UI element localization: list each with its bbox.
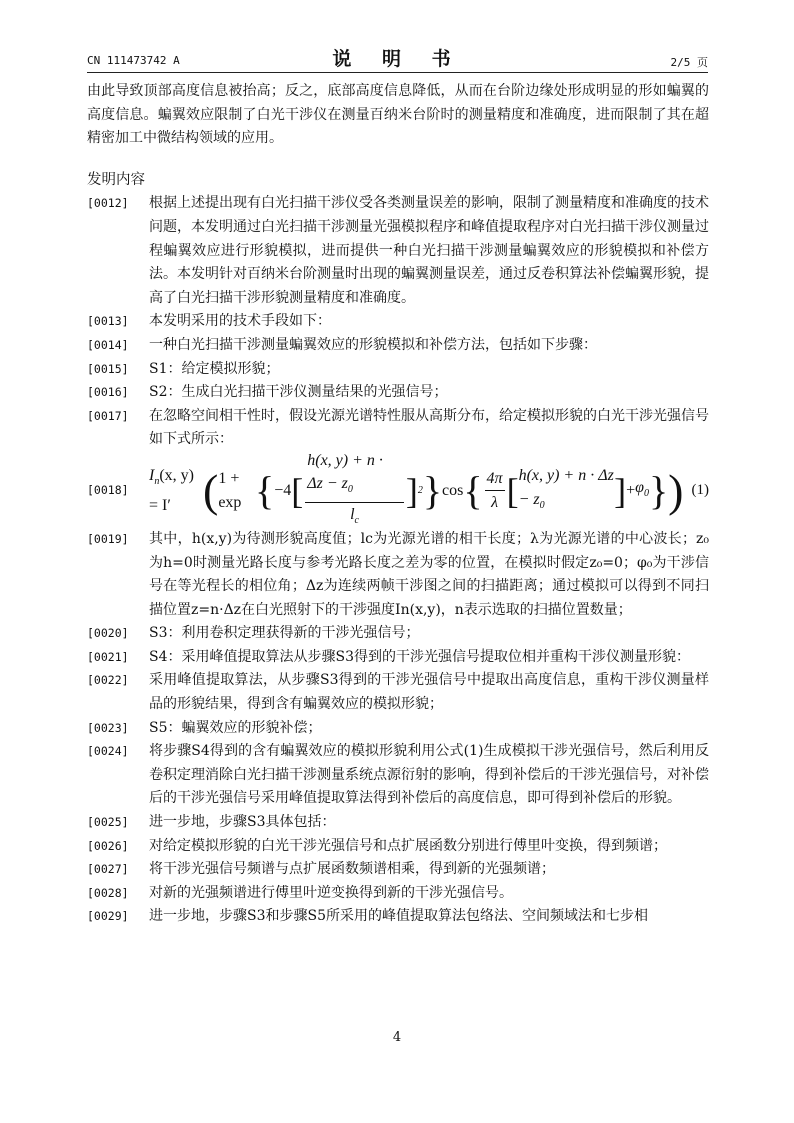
paragraph-0027 [87,858,709,882]
paragraph-text: 本发明采用的技术手段如下： [149,313,331,330]
coherence-fraction: $\frac{h(x, y) + n \cdot \Delta z - z_0}{l_c}$ [305,449,404,533]
paragraph-text: 进一步地，步骤S3具体包括： [149,814,336,831]
paragraph-number: [0027] [87,862,129,877]
paragraph-number: [0015] [87,361,129,376]
paragraph-number: [0019] [87,531,129,546]
paragraph-text: 进一步地，步骤S3和步骤S5所采用的峰值提取算法包络法、空间频域法和七步相 [149,908,648,925]
paragraph-text: S3：利用卷积定理获得新的干涉光强信号； [149,625,420,642]
open-brace-2: { [463,467,483,513]
equation-number: (1) [691,482,709,499]
paragraph-text: 一种白光扫描干涉测量蝙翼效应的形貌模拟和补偿方法，包括如下步骤： [149,336,597,353]
section-title: 发明内容 [87,171,145,188]
paragraph-number: [0018] [87,483,129,498]
paragraph-text: S4：采用峰值提取算法从步骤S3得到的干涉光强信号提取位相并重构干涉仪测量形貌： [149,648,690,665]
paragraph-text: 采用峰值提取算法，从步骤S3得到的干涉光强信号中提取出高度信息，重构干涉仪测量样品的形貌结果，得到含有蝙翼效应的模拟形貌； [149,672,709,713]
paragraph-0028 [87,882,709,906]
paragraph-0020 [87,622,709,646]
paragraph-number: [0021] [87,649,129,664]
close-bracket-2: ] [614,470,627,511]
minus-four: −4 [274,482,292,500]
close-brace: } [422,467,443,513]
paragraph-text: S5：蝙翼效应的形貌补偿； [149,719,322,736]
patent-number: CN 111473742 A [87,54,180,67]
paragraph-0023 [87,717,709,741]
paragraph-0026 [87,835,709,859]
paragraph-0024 [87,740,709,811]
paragraph-text: 将干涉光强信号频谱与点扩展函数频谱相乘，得到新的光强频谱； [149,861,555,878]
paragraph-number: [0029] [87,909,129,924]
paragraph-0029 [87,905,709,929]
paragraph-number: [0012] [87,196,129,211]
fraction-numerator: h(x, y) + n · Δz − z [307,451,383,493]
close-paren: ) [668,464,684,516]
close-bracket: ] [405,470,418,511]
paragraph-number: [0020] [87,626,129,641]
paragraph-list-1 [87,192,709,452]
document-title: 说 明 书 [332,48,463,70]
document-body [87,80,709,929]
phase-constant: $\varphi_0$ [635,479,649,500]
cos-function: cos [442,482,464,500]
paragraph-0017 [87,405,709,452]
intro-paragraph: 由此导致顶部高度信息被抬高；反之，底部高度信息降低，从而在台阶边缘处形成明显的形如蝙翼的高度信息。蝙翼效应限制了白光干涉仪在测量百纳米台阶时的测量精度和准确度，进而限制了其在超精密加工中微结构领域的应用。 [87,83,709,147]
paragraph-number: [0024] [87,744,129,759]
open-bracket-2: [ [506,470,519,511]
formula-lhs: $I_n(x$, y) = I′ [149,467,194,514]
paragraph-0021 [87,646,709,670]
paragraph-number: [0013] [87,314,129,329]
paragraph-text: 对新的光强频谱进行傅里叶逆变换得到新的干涉光强信号。 [149,884,513,901]
phase-fraction: $\frac{4\pi}{\lambda}$ [485,467,505,515]
paragraph-text: 在忽略空间相干性时，假设光源光谱特性服从高斯分布，给定模拟形貌的白光干涉光强信号如下式所示： [149,407,709,448]
paragraph-0012 [87,192,709,310]
paragraph-text: S1：给定模拟形貌； [149,360,280,377]
paragraph-text: S2：生成白光扫描干涉仪测量结果的光强信号； [149,384,448,401]
fraction-denominator: l [350,506,355,524]
open-bracket: [ [291,470,304,511]
paragraph-text: 对给定模拟形貌的白光干涉光强信号和点扩展函数分别进行傅里叶变换，得到频谱； [149,837,667,854]
paragraph-0015 [87,358,709,382]
paragraph-number: [0023] [87,720,129,735]
paragraph-number: [0014] [87,337,129,352]
paragraph-0013 [87,310,709,334]
phase-expression: h(x, $y) + n \cdot \Delta z - z_0$ [518,467,614,511]
paragraph-0025 [87,811,709,835]
page-header [87,44,708,73]
page-indicator: 2/5 页 [670,56,708,69]
paragraph-number: [0026] [87,838,129,853]
paragraph-0022 [87,669,709,716]
paragraph-text: 其中，h(x,y)为待测形貌高度值；lc为光源光谱的相干长度；λ为光源光谱的中心波长；z₀为h=0时测量光路长度与参考光路长度之差为零的位置，在模拟时假定z₀=0；φ₀为干涉信号在等光程长的相位角；Δz为连续两帧干涉图之间的扫描距离；通过模拟可以得到不同扫描位置z=n·Δz在白光照射下的干涉强度In(x,y)，n表示选取的扫描位置数量； [149,530,709,618]
one-plus-exp: 1 + exp [218,470,242,511]
paragraph-list-2 [87,528,709,929]
paragraph-number: [0022] [87,673,129,688]
intensity-formula: $I_n(x$, y) = I′ ( 1 + exp { −4 [ $\frac{h(x, y) + n \cdot \Delta z - z_0}{l_c}$ ] 2 } cos { $\frac{4\pi}{\lambda}$ [ h(x, $y) + n \cdot \Delta z - z_0$ ] + $\varphi_0$ } ) (1) [149,449,709,533]
paragraph-number: [0016] [87,385,129,400]
paragraph-number: [0017] [87,408,129,423]
formula-row [87,451,709,527]
square-exponent: 2 [417,485,423,497]
paragraph-0016 [87,381,709,405]
paragraph-text: 将步骤S4得到的含有蝙翼效应的模拟形貌利用公式(1)生成模拟干涉光强信号，然后利用反卷积定理消除白光扫描干涉测量系统点源衍射的影响，得到补偿后的干涉光强信号，对补偿后的干涉光强信号采用峰值提取算法得到补偿后的高度信息，即可得到补偿后的形貌。 [149,743,709,807]
paragraph-0019 [87,528,709,622]
paragraph-number: [0028] [87,885,129,900]
page-footer-number: 4 [392,1030,402,1045]
paragraph-text: 根据上述提出现有白光扫描干涉仪受各类测量误差的影响，限制了测量精度和准确度的技术问题，本发明通过白光扫描干涉测量光强模拟程序和峰值提取程序对白光扫描干涉仪测量过程蝙翼效应进行形貌模拟，进而提供一种白光扫描干涉测量蝙翼效应的形貌模拟和补偿方法。本发明针对百纳米台阶测量时出现的蝙翼测量误差，通过反卷积算法补偿蝙翼形貌，提高了白光扫描干涉形貌测量精度和准确度。 [149,195,709,306]
close-brace-2: } [648,467,669,513]
paragraph-number: [0025] [87,815,129,830]
open-brace: { [255,467,275,513]
open-paren: ( [203,464,219,516]
paragraph-0014 [87,334,709,358]
